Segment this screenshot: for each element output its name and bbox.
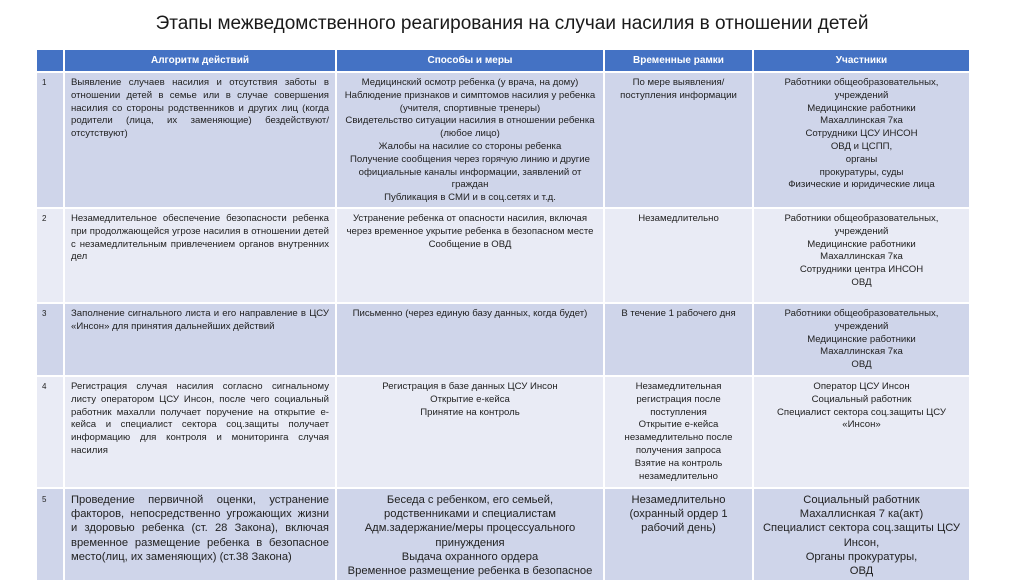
measures-line: Открытие е-кейса: [430, 393, 510, 405]
participants-line: Сотрудники центра ИНСОН: [799, 264, 924, 276]
measures-line: Свидетельство ситуации насилия в отношении ребенка (любое лицо): [345, 115, 595, 140]
timeframe-line: Открытие е-кейса незамедлительно после получения запроса: [624, 419, 733, 456]
measures-line: Принятие на контроль: [420, 406, 520, 418]
measures-line: Наблюдение признаков и симптомов насилия у ребенка (учителя, спортивные тренеры): [344, 89, 596, 114]
column-header-measures: Способы и меры: [336, 50, 604, 72]
participants-line: ОВД: [851, 359, 872, 371]
measures-line: Беседа с ребенком, его семьей, родственниками и специалистам: [384, 494, 556, 521]
participants-line: Махаллинская 7ка: [820, 346, 903, 358]
measures-line: Сообщение в ОВД: [428, 238, 512, 250]
participants-line: Физические и юридические лица: [788, 179, 935, 191]
table-header-row: [36, 50, 969, 72]
participants-cell: [753, 488, 969, 581]
timeframe-line: По мере выявления/поступления информации: [620, 77, 737, 101]
response-stages-table: [35, 50, 969, 582]
timeframe-cell: [604, 488, 753, 581]
measures-cell: [336, 72, 604, 208]
row-number: 1: [36, 72, 64, 208]
measures-line: Получение сообщения через горячую линию и другие официальные каналы информации, заявлений от граждан: [350, 153, 590, 191]
participants-line: Специалист сектора соц.защиты ЦСУ «Инсон»: [776, 406, 946, 431]
measures-cell: [336, 208, 604, 303]
participants-line: Специалист сектора соц.защиты ЦСУ Инсон,: [762, 522, 961, 549]
timeframe-line: Незамедлительно (охранный ордер 1 рабочий день): [629, 494, 728, 535]
measures-line: Выдача охранного ордера: [401, 550, 539, 563]
column-header-algorithm: Алгоритм действий: [64, 50, 336, 72]
participants-line: Медицинские работники: [807, 333, 916, 345]
algorithm-cell: Заполнение сигнального листа и его направление в ЦСУ «Инсон» для принятия дальнейших действий: [64, 303, 336, 376]
table-row: [36, 303, 969, 376]
algorithm-cell: Выявление случаев насилия и отсутствия заботы в отношении детей в семье или в случае совершения насилия со стороны родственников и других лиц (когда родители (лица, их заменяющие) бездействуют/отсутствуют): [64, 72, 336, 208]
page-title: Этапы межведомственного реагирования на случаи насилия в отношении детей: [155, 13, 869, 34]
measures-cell: [336, 376, 604, 488]
participants-cell: [753, 376, 969, 488]
column-header-timeframe: Временные рамки: [604, 50, 753, 72]
timeframe-line: Взятие на контроль незамедлительно: [634, 457, 723, 482]
participants-line: Социальный работник: [811, 393, 912, 405]
participants-cell: [753, 72, 969, 208]
participants-line: Медицинские работники: [807, 238, 916, 250]
algorithm-cell: Незамедлительное обеспечение безопасности ребенка при продолжающейся угрозе насилия в отношении детей с незамедлительным привлечением органов внутренних дел: [64, 208, 336, 303]
participants-line: ОВД: [849, 565, 874, 578]
participants-cell: [753, 303, 969, 376]
participants-line: Сотрудники ЦСУ ИНСОН: [805, 128, 918, 140]
timeframe-cell: [604, 72, 753, 208]
timeframe-cell: [604, 303, 753, 376]
participants-line: Органы прокуратуры,: [805, 550, 918, 563]
row-number: 3: [36, 303, 64, 376]
timeframe-line: Незамедлительная регистрация после поступления: [635, 381, 722, 418]
table-row: [36, 488, 969, 581]
measures-line: Временное размещение ребенка в безопасное: [347, 565, 593, 578]
participants-line: органы: [845, 153, 878, 165]
participants-cell: [753, 208, 969, 303]
table-row: [36, 376, 969, 488]
participants-line: ОВД: [851, 276, 872, 288]
participants-line: Работники общеобразовательных, учреждений: [784, 308, 939, 332]
participants-line: Махаллинская 7ка: [820, 115, 903, 127]
timeframe-cell: [604, 376, 753, 488]
measures-cell: [336, 488, 604, 581]
row-number: 4: [36, 376, 64, 488]
row-number: 2: [36, 208, 64, 303]
row-number: 5: [36, 488, 64, 581]
participants-line: Работники общеобразовательных, учреждений: [784, 77, 939, 101]
measures-line: Письменно (через единую базу данных, когда будет): [352, 308, 588, 319]
algorithm-cell: Регистрация случая насилия согласно сигнальному листу оператором ЦСУ Инсон, после чего социальный работник махалли получает поручение на открытие е-кейса и специалист сектора соц.защиты получает информацию для контроля и мониторинга случая насилия: [64, 376, 336, 488]
table-row: [36, 72, 969, 208]
participants-line: Махаллиснкая 7 ка(акт): [799, 508, 924, 521]
participants-line: ОВД и ЦСПП,: [830, 140, 893, 152]
participants-line: Оператор ЦСУ Инсон: [813, 381, 910, 392]
measures-line: Публикация в СМИ и в соц.сетях и т.д.: [384, 192, 556, 204]
participants-line: Махаллинская 7ка: [820, 251, 903, 263]
measures-line: Медицинский осмотр ребенка (у врача, на дому): [361, 77, 579, 88]
participants-line: Социальный работник: [803, 494, 920, 506]
participants-line: Медицинские работники: [807, 102, 916, 114]
measures-line: Устранение ребенка от опасности насилия, включая через временное укрытие ребенка в безопасном месте: [346, 213, 594, 237]
column-header-participants: Участники: [753, 50, 969, 72]
measures-line: Жалобы на насилие со стороны ребенка: [378, 140, 562, 152]
table-row: [36, 208, 969, 303]
measures-line: Регистрация в базе данных ЦСУ Инсон: [382, 381, 558, 392]
timeframe-cell: [604, 208, 753, 303]
measures-line: Адм.задержание/меры процессуального принуждения: [364, 522, 576, 549]
participants-line: прокуратуры, суды: [819, 166, 904, 178]
measures-cell: [336, 303, 604, 376]
timeframe-line: В течение 1 рабочего дня: [621, 308, 736, 319]
algorithm-cell: Проведение первичной оценки, устранение факторов, непосредственно угрожающих жизни и здоровью ребенка (ст. 28 Закона), включая временное размещение ребенка в безопасное место(лиц, их заменяющих) (ст.38 Закона): [64, 488, 336, 581]
participants-line: Работники общеобразовательных, учреждений: [784, 213, 939, 237]
timeframe-line: Незамедлительно: [638, 213, 719, 224]
column-header-number: [36, 50, 64, 72]
